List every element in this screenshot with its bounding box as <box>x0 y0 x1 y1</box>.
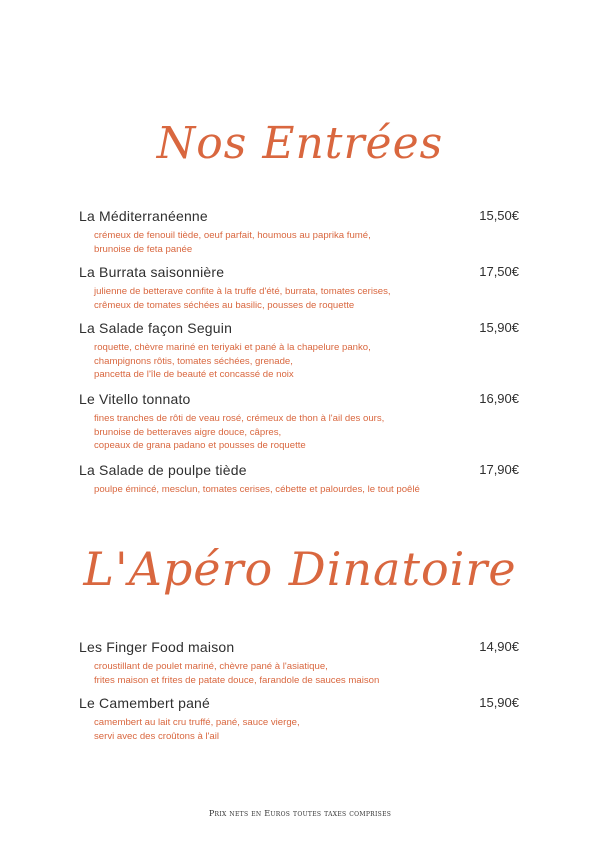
item-price: 17,50€ <box>479 264 519 279</box>
description-line: julienne de betterave confite à la truffe d'été, burrata, tomates cerises, <box>94 286 391 297</box>
description-line: camembert au lait cru truffé, pané, sauce vierge, <box>94 717 300 728</box>
footer-note: Prix nets en Euros toutes taxes comprises <box>208 809 392 818</box>
description-line: brunoise de betteraves aigre douce, câpres, <box>94 426 282 438</box>
menu-item <box>79 264 519 312</box>
description-line: poulpe émincé, mesclun, tomates cerises, cébette et palourdes, le tout poêlé <box>94 484 420 495</box>
item-price: 17,90€ <box>479 462 519 477</box>
section-title-apero: L'Apéro Dinatoire <box>83 542 517 596</box>
description-line: roquette, chèvre mariné en teriyaki et pané à la chapelure panko, <box>94 342 371 353</box>
description-line: brunoise de feta panée <box>94 243 193 255</box>
item-description <box>94 341 519 382</box>
menu-item <box>79 391 519 453</box>
item-name: La Salade de poulpe tiède <box>79 462 247 478</box>
item-price: 15,90€ <box>479 695 519 710</box>
item-price: 14,90€ <box>479 639 519 654</box>
item-description <box>94 660 519 687</box>
menu-item <box>79 462 519 497</box>
description-line: croustillant de poulet mariné, chèvre pané à l'asiatique, <box>94 661 328 672</box>
section-title-entrees: Nos Entrées <box>156 118 444 169</box>
item-description <box>94 229 519 256</box>
menu-item <box>79 320 519 382</box>
item-description <box>94 483 519 497</box>
item-price: 15,90€ <box>479 320 519 335</box>
item-name: La Méditerranéenne <box>79 208 208 224</box>
description-line: frites maison et frites de patate douce, farandole de sauces maison <box>94 674 380 686</box>
description-line: crémeux de fenouil tiède, oeuf parfait, houmous au paprika fumé, <box>94 230 371 241</box>
description-line: servi avec des croûtons à l'ail <box>94 730 220 742</box>
description-line: fines tranches de rôti de veau rosé, crémeux de thon à l'ail des ours, <box>94 413 385 424</box>
description-line: crêmeux de tomates séchées au basilic, pousses de roquette <box>94 299 355 311</box>
menu-item <box>79 639 519 687</box>
menu-item <box>79 208 519 256</box>
item-name: Les Finger Food maison <box>79 639 235 655</box>
item-description <box>94 716 519 743</box>
item-name: Le Vitello tonnato <box>79 391 191 407</box>
item-price: 16,90€ <box>479 391 519 406</box>
item-description <box>94 285 519 312</box>
description-line: champignons rôtis, tomates séchées, grenade, <box>94 355 293 367</box>
item-price: 15,50€ <box>479 208 519 223</box>
item-description <box>94 412 519 453</box>
description-line: copeaux de grana padano et pousses de roquette <box>94 440 306 452</box>
item-name: Le Camembert pané <box>79 695 211 711</box>
item-name: La Burrata saisonnière <box>79 264 225 280</box>
item-name: La Salade façon Seguin <box>79 320 233 336</box>
menu-item <box>79 695 519 743</box>
description-line: pancetta de l'île de beauté et concassé de noix <box>94 369 294 381</box>
